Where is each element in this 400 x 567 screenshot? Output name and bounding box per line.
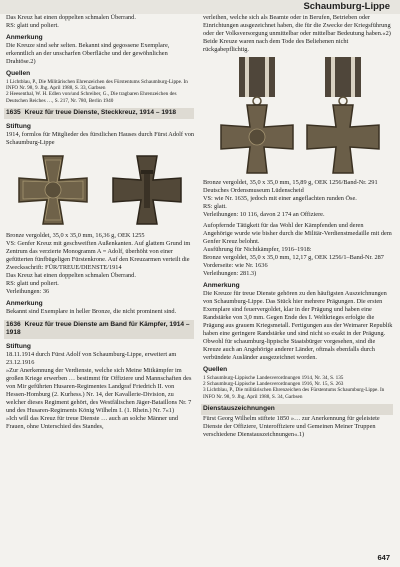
- anmerkung-text: Die Kreuze sind sehr selten. Bekannt sind gegossene Exemplare, erkenntlich an der unscharfen Oberfläche und der gewöhnlichen Drahtöse.2): [6, 42, 170, 66]
- stiftung-heading: Stiftung: [6, 122, 31, 130]
- paragraph: Aufopfernde Tätigkeit für das Wohl der Kämpfenden und deren Angehörige wurde wie bisher durch die Militär-Verdienstmedaille mit dem Genfer Kreuz belohnt.: [203, 222, 392, 245]
- anmerkung-heading: Anmerkung: [203, 282, 240, 289]
- section-title: Kreuz für treue Dienste am Band für Kämpfer, 1914 – 1918: [6, 321, 190, 337]
- desc-line: Verleihungen: 36: [6, 287, 50, 295]
- page-number: 647: [377, 553, 390, 562]
- desc-line: RS: glatt.: [203, 203, 227, 210]
- desc-line: Das Kreuz hat einen doppelten schmalen Überrand.: [6, 271, 136, 279]
- desc-line: Bronze vergoldet, 35,0 x 35,0 mm, 16,36 g, OEK 1255: [6, 231, 145, 239]
- desc-line: Deutsches Ordensmuseum Lüdenscheid: [203, 187, 304, 194]
- stiftung-quote: »Zur Anerkennung der Verdienste, welche sich Meine Mitkämpfer im großen Kriege erwerben … bestimmt für Offiziere und Mannschaften des von Mir geführten Husaren-Regimentes Landgraf Friedrich II. von Hessen-Homburg (2. Kurhess.) Nr. 14, der Kavallerie-Division, zu welcher dieses Regiment gehört, des Westfälischen Jäger-Bataillons Nr. 7 und des Husaren-Regiments König Wilhelm I. (1. Rhein.) Nr. 7«1): [6, 367, 192, 414]
- section-1636-heading: [4, 320, 194, 339]
- paragraph: verleihen, welche sich als Beamte oder in Berufen, Betrieben oder Einrichtungen ausgezeichnet haben, die für die Zwecke der Kriegsführung oder der Volksversorgung unmittelbar oder mittelbar Bedeutung haben.«2): [203, 14, 391, 37]
- anmerkung-text: Bekannt sind Exemplare in heller Bronze, die nicht prominent sind.: [6, 308, 177, 316]
- stiftung-quote: »Ich will das Kreuz für treue Dienste … auch an solche Männer und Frauen, ohne Unterschied des Standes,: [6, 415, 179, 430]
- stiftung-text: 18.11.1914 durch Fürst Adolf von Schaumburg-Lippe, erweitert am 23.12.1916: [6, 351, 177, 366]
- section-number: 1635: [6, 109, 21, 117]
- left-column: [6, 14, 194, 431]
- desc-line: Bronze vergoldet, 35,0 x 35,0 mm, 15,89 g, OEK 1256/Band-Nr. 291: [203, 179, 378, 186]
- paragraph: Beide Kreuze waren nach dem Tode des Beliehenen nicht rückgabepflichtig.: [203, 38, 349, 53]
- quelle-item: 1 Lichtblau, P., Die Militärischen Ehrenzeichen des Fürstentums Schaumburg-Lippe. In INFO Nr. 98, 9. Jhg. April 1988, S. 33, Garbsen: [6, 78, 188, 91]
- quellen-heading: Quellen: [6, 70, 31, 78]
- stiftung-heading: Stiftung: [6, 342, 31, 350]
- cross-front-photo: [15, 152, 91, 228]
- dienst-text: Fürst Georg Wilhelm stiftete 1850 »… zur Anerkennung für geleistete Dienste der Offiziere, Unteroffiziere und Gemeinen Meiner Truppen verschiedene Dienstauszeichnungen«.1): [203, 414, 380, 438]
- section-1635-heading: [4, 108, 194, 118]
- right-column: [203, 14, 393, 439]
- paragraph: Das Kreuz hat einen doppelten schmalen Überrand.: [6, 14, 136, 21]
- cross-with-ribbon-front: [217, 57, 297, 175]
- section-title: Kreuz für treue Dienste, Steckkreuz, 1914 – 1918: [24, 109, 177, 117]
- section-number: 1636: [6, 321, 21, 329]
- anmerkung-text: Obwohl für schaumburg-lippische Staatsbürger vorgesehen, sind die Kreuze auch an Angehörige anderer Länder, oftmals ebenfalls durch verbündete Ausländer ausgezeichnet worden.: [203, 338, 376, 362]
- ausfuehrung-line: Ausführung für Nichtkämpfer, 1916–1918:: [203, 246, 312, 253]
- desc-line: VS: wie Nr. 1635, jedoch mit einer angeflachten runden Öse.: [203, 195, 357, 202]
- anmerkung-text: Die Kreuze für treue Dienste gehören zu den häufigsten Auszeichnungen von Schaumburg-Lippe. Das Stück hier mehrere Prägungen. Die ersten Exemplare sind feuervergoldet, klar in der Prägung und haben eine Randstärke von 3,0 mm. Gegen Ende des I. Weltkrieges erfolgte die Prägung aus grauem Kriegsmetall. Fertigungen aus der Weimarer Republik haben eine geringere Randstärke und sind nicht so exakt in der Prägung.: [203, 290, 393, 338]
- anmerkung-heading: Anmerkung: [6, 299, 43, 307]
- desc-line: Verleihungen: 10 116, davon 2 174 an Offiziere.: [203, 211, 325, 218]
- dienstauszeichnungen-heading: Dienstauszeichnungen: [201, 404, 393, 414]
- quelle-item: 2 Schaumburg-Lippische Landesverordnungen 1916, Nr. 15, S. 263: [203, 381, 344, 387]
- cross-back-photo: [109, 152, 185, 228]
- ausfuehrung-line: Vorderseite: wie Nr. 1636: [203, 262, 268, 269]
- page-running-title: Schaumburg-Lippe: [303, 1, 390, 12]
- desc-line: RS: glatt und poliert.: [6, 279, 59, 287]
- cross-photos-1635: [6, 151, 194, 229]
- cross-with-ribbon-back: [303, 57, 383, 175]
- ausfuehrung-line: Bronze vergoldet, 35,0 x 35,0 mm, 12,17 g, OEK 1256/1–Band-Nr. 287: [203, 254, 384, 261]
- quelle-item: 1 Schaumburg-Lippische Landesverordnungen 1914, Nr. 34, S. 135: [203, 374, 344, 381]
- desc-line: VS: Genfer Kreuz mit geschweiften Außenkanten. Auf glattem Grund im Zentrum das verzierte Monogramm A = Adolf, überhöht von einer gefütterten fünfbügeligen Fürstenkrone. Auf den Kreuzarmen verteilt die Zwecksschrift: FÜR/TREUE/DIENSTE/1914: [6, 239, 191, 271]
- quelle-item: 2 Heesenthal, W. H. Edlen von/und Schreiber, G., Die tragbaren Ehrenzeichen des Deutschen Reiches …, S. 217, Nr. 780, Berlin 1940: [6, 91, 177, 104]
- anmerkung-heading: Anmerkung: [6, 34, 43, 41]
- cross-photos-1636: [203, 57, 393, 175]
- quellen-heading: Quellen: [203, 366, 228, 374]
- ausfuehrung-line: Verleihungen: 281.3): [203, 270, 257, 277]
- quelle-item: 3 Lichtblau, P., Die militärischen Ehrenzeichen des Fürstentums Schaumburg-Lippe. In INFO Nr. 98, 9. Jhg. April 1988, S. 34, Garbsen: [203, 387, 385, 400]
- paragraph: RS: glatt und poliert.: [6, 22, 59, 29]
- stiftung-text: 1914, formlos für Mitglieder des fürstlichen Hauses durch Fürst Adolf von Schaumburg-Lippe: [6, 130, 195, 146]
